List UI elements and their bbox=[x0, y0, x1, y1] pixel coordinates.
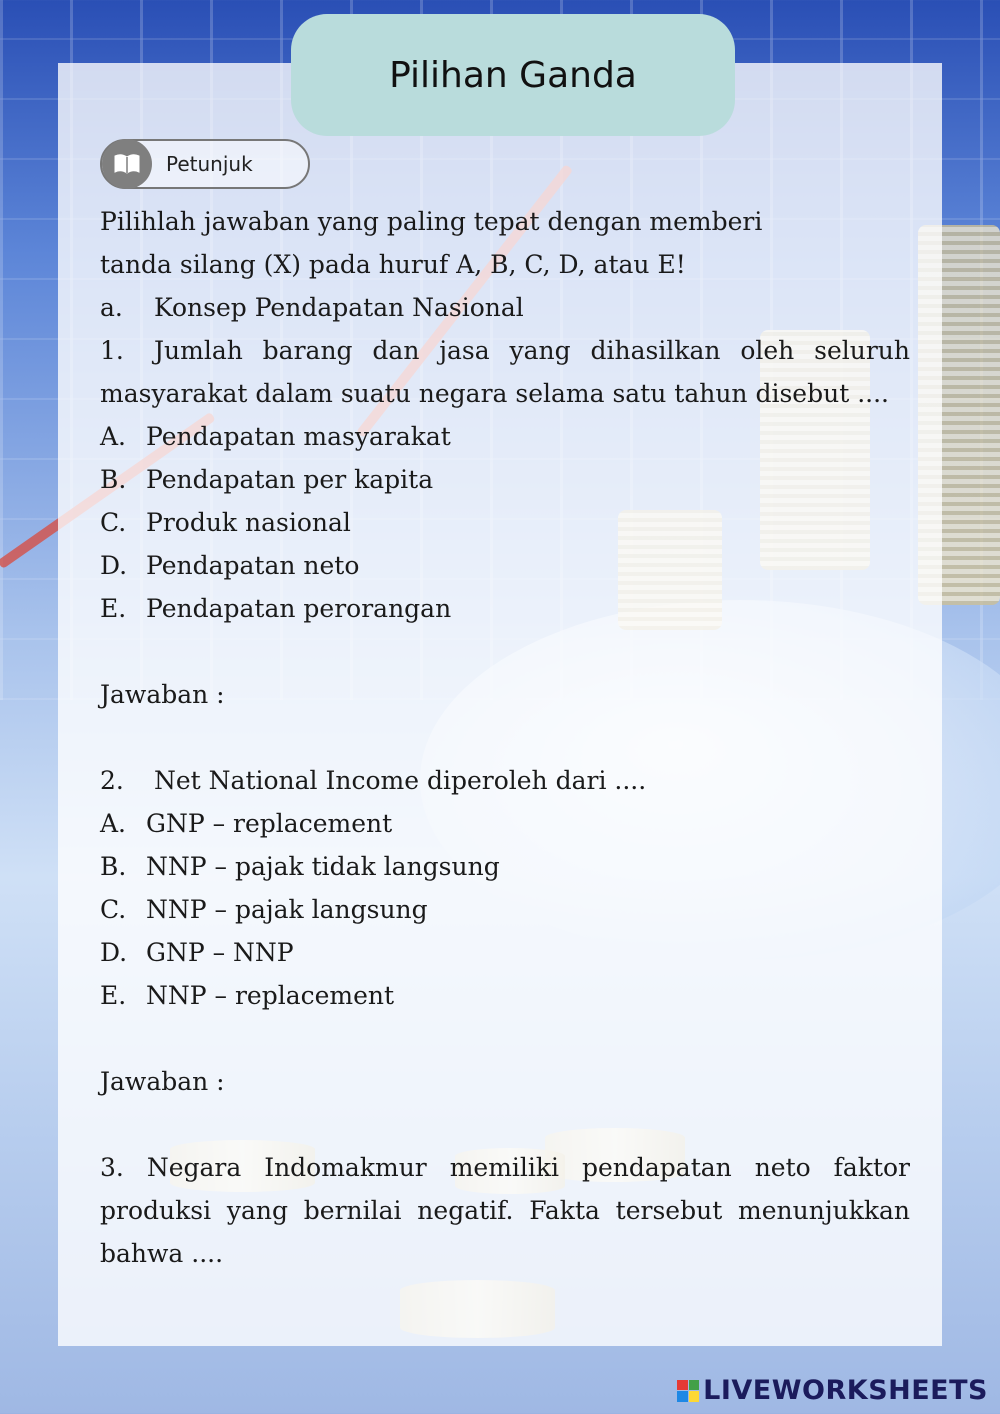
section-heading bbox=[100, 286, 910, 329]
title-banner bbox=[291, 14, 735, 136]
option-letter: C. bbox=[100, 508, 127, 537]
question-number: 2. bbox=[100, 766, 124, 795]
option-1a[interactable] bbox=[100, 415, 910, 458]
question-number: 3. bbox=[100, 1153, 124, 1182]
option-letter: A. bbox=[100, 422, 127, 451]
answer-label: Jawaban : bbox=[100, 680, 225, 709]
option-letter: A. bbox=[100, 809, 127, 838]
question-text: Negara Indomakmur memiliki pendapatan neto faktor produksi yang bernilai negatif. Fakta tersebut menunjukkan bahwa .... bbox=[100, 1153, 910, 1268]
option-text: GNP – replacement bbox=[146, 809, 393, 838]
question-number: 1. bbox=[100, 336, 124, 365]
liveworksheets-brand bbox=[677, 1375, 988, 1406]
option-1b[interactable] bbox=[100, 458, 910, 501]
page-title: Pilihan Ganda bbox=[389, 54, 637, 96]
instruction-label: Petunjuk bbox=[166, 152, 253, 176]
option-1e[interactable] bbox=[100, 587, 910, 630]
option-text: NNP – replacement bbox=[146, 981, 395, 1010]
option-text: GNP – NNP bbox=[146, 938, 294, 967]
option-2e[interactable] bbox=[100, 974, 910, 1017]
option-2d[interactable] bbox=[100, 931, 910, 974]
question-text: Net National Income diperoleh dari .... bbox=[154, 766, 647, 795]
option-text: NNP – pajak tidak langsung bbox=[146, 852, 500, 881]
option-1c[interactable] bbox=[100, 501, 910, 544]
option-text: Pendapatan neto bbox=[146, 551, 360, 580]
liveworksheets-logo-icon bbox=[677, 1380, 699, 1402]
worksheet-content bbox=[100, 200, 910, 1275]
option-1d[interactable] bbox=[100, 544, 910, 587]
option-letter: E. bbox=[100, 981, 127, 1010]
instruction-badge bbox=[100, 139, 310, 189]
option-text: NNP – pajak langsung bbox=[146, 895, 428, 924]
option-letter: D. bbox=[100, 551, 128, 580]
section-letter: a. bbox=[100, 293, 123, 322]
question-2 bbox=[100, 759, 910, 802]
question-text: Jumlah barang dan jasa yang dihasilkan oleh seluruh masyarakat dalam suatu negara selama satu tahun disebut .... bbox=[100, 336, 910, 408]
logo-square bbox=[677, 1380, 688, 1391]
instruction-text: Pilihlah jawaban yang paling tepat dengan memberi bbox=[100, 207, 763, 236]
option-letter: B. bbox=[100, 852, 127, 881]
question-1 bbox=[100, 329, 910, 415]
option-2b[interactable] bbox=[100, 845, 910, 888]
logo-square bbox=[689, 1391, 700, 1402]
option-text: Pendapatan per kapita bbox=[146, 465, 434, 494]
option-2a[interactable] bbox=[100, 802, 910, 845]
logo-square bbox=[677, 1391, 688, 1402]
option-text: Pendapatan perorangan bbox=[146, 594, 452, 623]
question-3 bbox=[100, 1146, 910, 1275]
option-letter: E. bbox=[100, 594, 127, 623]
instruction-text: tanda silang (X) pada huruf A, B, C, D, atau E! bbox=[100, 250, 686, 279]
option-letter: B. bbox=[100, 465, 127, 494]
section-title: Konsep Pendapatan Nasional bbox=[154, 293, 524, 322]
option-2c[interactable] bbox=[100, 888, 910, 931]
option-letter: C. bbox=[100, 895, 127, 924]
option-text: Pendapatan masyarakat bbox=[146, 422, 451, 451]
brand-name: LIVEWORKSHEETS bbox=[703, 1375, 988, 1406]
book-icon bbox=[102, 139, 152, 189]
logo-square bbox=[689, 1380, 700, 1391]
option-letter: D. bbox=[100, 938, 128, 967]
option-text: Produk nasional bbox=[146, 508, 351, 537]
answer-label: Jawaban : bbox=[100, 1067, 225, 1096]
